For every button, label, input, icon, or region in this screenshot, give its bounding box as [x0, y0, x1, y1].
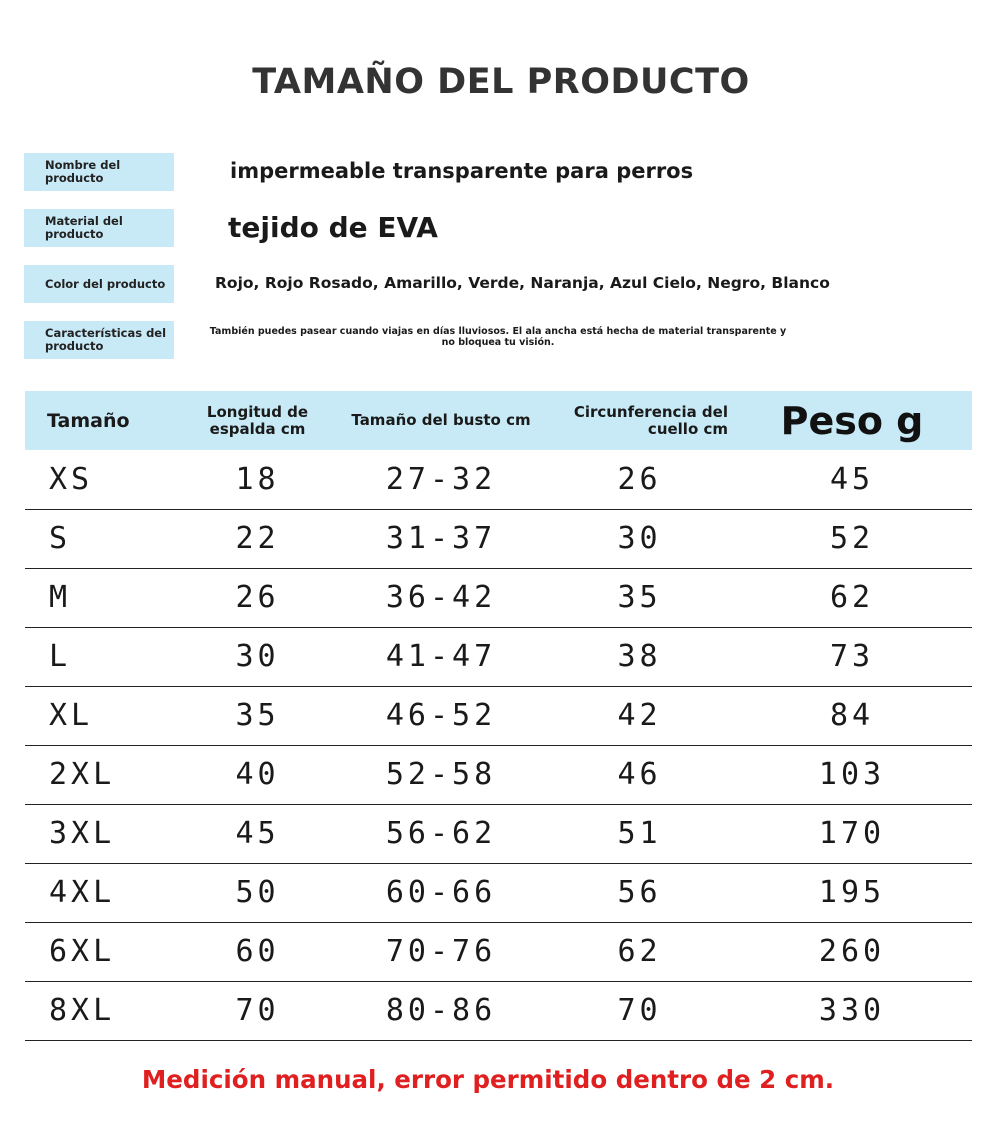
header-size: Tamaño — [47, 409, 130, 432]
cell-neck: 62 — [617, 934, 662, 969]
cell-bust: 36-42 — [385, 580, 497, 615]
cell-weight: 260 — [818, 934, 886, 969]
cell-neck: 70 — [617, 993, 662, 1028]
cell-neck: 51 — [617, 816, 662, 851]
cell-neck: 35 — [617, 580, 662, 615]
cell-back-length: 22 — [235, 521, 280, 556]
cell-size: XS — [49, 461, 94, 497]
cell-bust: 52-58 — [385, 757, 497, 792]
cell-weight: 62 — [829, 580, 875, 615]
cell-size: 3XL — [49, 816, 116, 851]
cell-weight: 330 — [818, 993, 886, 1028]
cell-back-length: 26 — [235, 580, 280, 615]
info-label-color: Color del producto — [24, 265, 174, 303]
info-value-color: Rojo, Rojo Rosado, Amarillo, Verde, Naranja, Azul Cielo, Negro, Blanco — [215, 274, 830, 292]
cell-bust: 46-52 — [385, 698, 497, 733]
info-value-name: impermeable transparente para perros — [230, 159, 694, 183]
cell-bust: 60-66 — [385, 875, 497, 910]
info-label-material: Material del producto — [24, 209, 174, 247]
cell-bust: 31-37 — [385, 521, 497, 556]
cell-bust: 56-62 — [385, 816, 497, 851]
cell-bust: 80-86 — [385, 993, 497, 1028]
table-body — [25, 450, 972, 1040]
cell-weight: 84 — [829, 698, 875, 733]
table-row — [25, 627, 972, 686]
cell-neck: 26 — [617, 461, 662, 497]
cell-back-length: 35 — [235, 698, 280, 733]
cell-size: XL — [49, 698, 94, 733]
cell-size: 8XL — [49, 993, 116, 1028]
info-value-features: También puedes pasear cuando viajas en días lluviosos. El ala ancha está hecha de material transparente y no bloquea tu visión. — [209, 326, 787, 348]
info-label-features: Características del producto — [24, 321, 174, 359]
cell-weight: 45 — [829, 461, 875, 497]
cell-size: M — [49, 580, 72, 615]
cell-back-length: 30 — [235, 639, 280, 674]
header-neck: Circunferencia del cuello cm — [573, 402, 728, 438]
cell-size: 4XL — [49, 875, 116, 910]
info-value-material: tejido de EVA — [228, 211, 438, 244]
cell-neck: 46 — [617, 757, 662, 792]
cell-weight: 52 — [829, 521, 875, 556]
cell-weight: 103 — [818, 757, 886, 792]
cell-size: L — [49, 639, 72, 674]
page-title: TAMAÑO DEL PRODUCTO — [252, 62, 750, 102]
cell-back-length: 18 — [235, 461, 280, 497]
cell-back-length: 70 — [235, 993, 280, 1028]
size-table — [25, 391, 972, 1041]
table-row — [25, 863, 972, 922]
cell-weight: 195 — [818, 875, 886, 910]
cell-size: S — [49, 521, 72, 556]
cell-neck: 42 — [617, 698, 662, 733]
info-label-name: Nombre del producto — [24, 153, 174, 191]
cell-back-length: 50 — [235, 875, 280, 910]
cell-back-length: 45 — [235, 816, 280, 851]
cell-back-length: 40 — [235, 757, 280, 792]
header-back-length: Longitud de espalda cm — [206, 402, 309, 438]
cell-back-length: 60 — [235, 934, 280, 969]
measurement-note: Medición manual, error permitido dentro de 2 cm. — [141, 1065, 835, 1094]
cell-bust: 41-47 — [385, 639, 497, 674]
table-row — [25, 568, 972, 627]
cell-bust: 70-76 — [385, 934, 497, 969]
table-row — [25, 981, 972, 1040]
cell-size: 2XL — [49, 757, 116, 792]
table-row — [25, 686, 972, 745]
header-bust: Tamaño del busto cm — [351, 411, 531, 429]
table-row — [25, 450, 972, 509]
cell-size: 6XL — [49, 934, 116, 969]
cell-weight: 73 — [829, 639, 875, 674]
cell-bust: 27-32 — [385, 461, 497, 497]
cell-neck: 30 — [617, 521, 662, 556]
table-row — [25, 509, 972, 568]
table-row — [25, 804, 972, 863]
cell-neck: 38 — [617, 639, 662, 674]
table-header-row — [25, 391, 972, 450]
table-row — [25, 922, 972, 981]
cell-neck: 56 — [617, 875, 662, 910]
table-row — [25, 745, 972, 804]
cell-weight: 170 — [818, 816, 886, 851]
header-weight: Peso g — [780, 398, 924, 443]
